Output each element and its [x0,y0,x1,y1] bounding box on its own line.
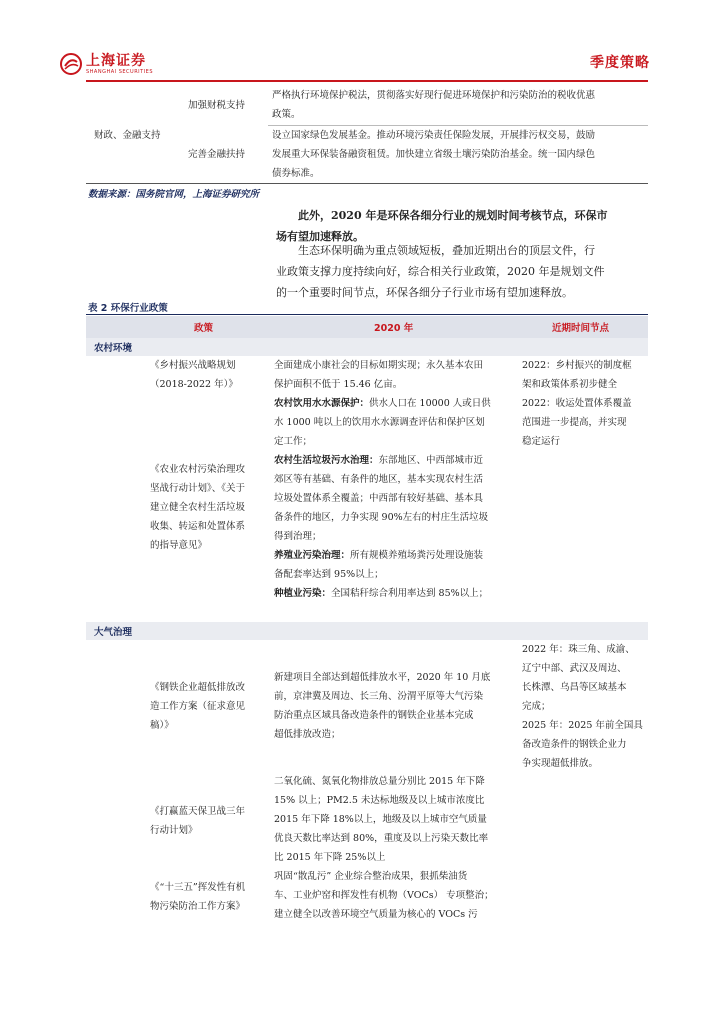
table2-header-row [86,316,648,338]
content-line: 15% 以上；PM2.5 未达标地级及以上城市浓度比 [274,795,485,806]
table1-source: 数据来源：国务院官网，上海证券研究所 [88,189,260,200]
table1-row-name: 加强财税支持 [188,100,246,111]
content-line: 巩固“散乱污” 企业综合整治成果，狠抓柴油货 [274,871,468,882]
table2-top-rule [86,314,648,315]
table1-row-desc-line: 发展重大环保装备融资租赁。加快建立省级土壤污染防治基金。统一国内绿色 [272,149,596,160]
content-line: 优良天数比率达到 80%，重度及以上污染天数比率 [274,833,489,844]
col-header-milestones: 近期时间节点 [552,323,610,334]
policy-cell [150,678,268,735]
body-paragraph [276,240,648,303]
col-header-2020: 2020 年 [374,323,414,334]
table1-row-desc-line: 政策。 [272,109,301,120]
milestone-line: 2022 年：珠三角、成渝、 [522,644,635,655]
milestone-line: 稳定运行 [522,436,561,447]
content-line: 车、工业炉窑和挥发性有机物（VOCs） 专项整治； [274,890,494,901]
brand-logo [60,48,153,80]
section-title: 农村环境 [94,343,133,354]
para-line: 的一个重要时间节点，环保各细分子行业市场有望加速释放。 [276,286,573,299]
table2-title: 表 2 环保行业政策 [88,303,168,314]
content-cell-rural [274,356,512,603]
content-keyword: 养殖业污染治理： [274,550,351,561]
content-line: 定工作； [274,436,313,447]
policy-line: 《乡村振兴战略规划 [150,360,236,371]
content-line: 建立健全以改善环境空气质量为核心的 VOCs 污 [274,909,478,920]
content-line: 水 1000 吨以上的饮用水水源调查评估和保护区划 [274,417,485,428]
milestone-line: 范围进一步提高，并实现 [522,417,627,428]
policy-cell [150,460,268,555]
content-keyword: 农村饮用水水源保护： [274,398,370,409]
content-line: 全面建成小康社会的目标如期实现；永久基本农田 [274,360,484,371]
policy-line: 稿）》 [150,720,174,731]
content-line: 2015 年下降 18%以上，地级及以上城市空气质量 [274,814,487,825]
policy-cell [150,802,268,840]
content-cell-air [274,668,512,744]
policy-line: 坚战行动计划》、《关于 [150,483,246,494]
policy-line: 《“十三五”挥发性有机 [150,882,246,893]
table1-row-desc-line: 严格执行环境保护税法，贯彻落实好现行促进环境保护和污染防治的税收优惠 [272,90,596,101]
header-divider [86,80,648,82]
logo-emblem-icon [60,53,82,75]
section-title: 大气治理 [94,627,133,638]
page-header [0,0,724,80]
milestone-cell-air [522,640,648,773]
milestone-line: 2025 年：2025 年前全国具 [522,720,643,731]
milestone-line: 2022：乡村振兴的制度框 [522,360,632,371]
milestone-line: 完成； [522,701,551,712]
policy-line: 收集、转运和处置体系 [150,521,246,532]
content-line: 保护面积不低于 15.46 亿亩。 [274,379,403,390]
policy-line: 的指导意见》 [150,540,208,551]
content-line: 备条件的地区，力争实现 90%左右的村庄生活垃圾 [274,512,489,523]
content-line: 郊区等有基础、有条件的地区，基本实现农村生活 [274,474,484,485]
milestone-line: 架和政策体系初步健全 [522,379,618,390]
table1-row-desc-line: 债券标准。 [272,168,320,179]
policy-line: 建立健全农村生活垃圾 [150,502,246,513]
content-line: 新建项目全部达到超低排放水平，2020 年 10 月底 [274,672,491,683]
table1-row-name: 完善金融扶持 [188,149,246,160]
content-line: 超低排放改造； [274,729,341,740]
col-header-policy: 政策 [194,323,214,334]
content-line: 二氧化硫、氮氧化物排放总量分别比 2015 年下降 [274,776,485,787]
table1-bottom-rule [86,183,648,184]
policy-line: 行动计划》 [150,825,198,836]
logo-name-en: SHANGHAI SECURITIES [86,68,154,75]
content-line: 比 2015 年下降 25%以上 [274,852,386,863]
policy-line: 《农业农村污染治理攻 [150,464,246,475]
milestone-cell-rural [522,356,648,451]
content-line: 全国秸秆综合利用率达到 85%以上； [331,588,489,599]
milestone-line: 2022：收运处置体系覆盖 [522,398,632,409]
content-line: 得到治理； [274,531,322,542]
content-line: 所有规模养殖场粪污处理设施装 [350,550,484,561]
content-line: 东部地区、中西部城市近 [378,455,484,466]
content-line: 垃圾处置体系全覆盖；中西部有较好基础、基本具 [274,493,484,504]
content-line: 备配套率达到 95%以上； [274,569,384,580]
milestone-line: 争实现超低排放。 [522,758,599,769]
table1-category: 财政、金融支持 [94,130,161,141]
table1-row-desc-line: 设立国家绿色发展基金。推动环境污染责任保险发展，开展排污权交易，鼓励 [272,130,596,141]
section-header-rural [86,338,648,356]
policy-line: 《钢铁企业超低排放改 [150,682,246,693]
policy-cell [150,356,268,394]
content-keyword: 农村生活垃圾污水治理： [274,455,379,466]
content-line: 前，京津冀及周边、长三角、汾渭平原等大气污染 [274,691,484,702]
policy-line: 造工作方案（征求意见 [150,701,246,712]
lead-line: 场有望加速释放。 [276,230,364,243]
milestone-line: 长株潭、乌昌等区域基本 [522,682,627,693]
lead-line: 此外，2020 年是环保各细分行业的规划时间考核节点，环保市 [298,209,608,222]
content-keyword: 种植业污染： [274,588,332,599]
para-line: 生态环保明确为重点领域短板，叠加近期出台的顶层文件，行 [298,244,595,257]
content-line: 防治重点区域具备改造条件的钢铁企业基本完成 [274,710,474,721]
para-line: 业政策支撑力度持续向好，综合相关行业政策，2020 年是规划文件 [276,265,605,278]
logo-name-cn: 上海证券 [86,52,146,69]
milestone-line: 辽宁中部、武汉及周边、 [522,663,627,674]
policy-line: 《打赢蓝天保卫战三年 [150,806,246,817]
section-header-air [86,622,648,640]
content-cell-air [274,772,512,924]
policy-line: 物污染防治工作方案》 [150,901,246,912]
milestone-line: 备改造条件的钢铁企业力 [522,739,627,750]
policy-line: （2018-2022 年）》 [150,379,238,390]
policy-cell [150,878,268,916]
report-type-label: 季度策略 [590,55,650,71]
content-line: 供水人口在 10000 人或日供 [369,398,491,409]
